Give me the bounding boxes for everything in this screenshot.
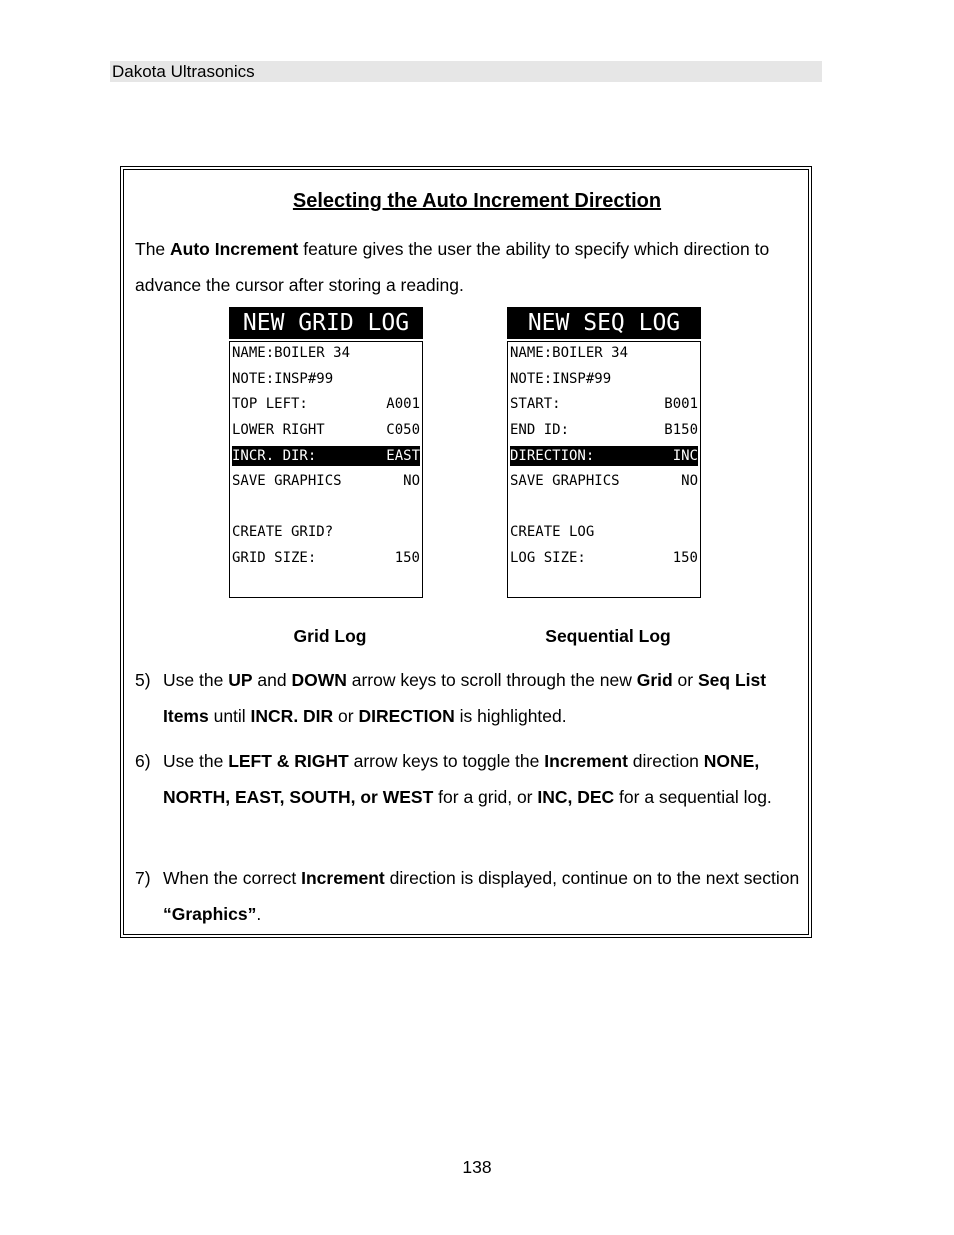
row-value: B150 [664, 422, 698, 438]
row-label: GRID SIZE: [232, 550, 317, 566]
screen-row [232, 369, 420, 389]
screen-body [229, 341, 423, 598]
row-value: 150 [672, 550, 698, 566]
screen-row [510, 369, 698, 389]
row-value: C050 [386, 422, 420, 438]
intro-text: feature gives the user the ability to specify which direction to advance the cursor after storing a reading. [135, 239, 770, 295]
row-label: SAVE GRAPHICS [232, 473, 342, 489]
row-label: CREATE GRID? [232, 524, 334, 540]
seq-log-caption: Sequential Log [545, 626, 671, 646]
step-text: When the correct Increment direction is displayed, continue on to the next section “Graphics”. [163, 868, 800, 924]
page-number: 138 [462, 1157, 492, 1177]
row-label: TOP LEFT: [232, 396, 308, 412]
row-label: NOTE:INSP#99 [510, 371, 612, 387]
row-value: NO [681, 473, 698, 489]
row-label: SAVE GRAPHICS [510, 473, 620, 489]
header-text: Dakota Ultrasonics [112, 62, 255, 81]
row-label: CREATE LOG [510, 524, 595, 540]
row-value: A001 [386, 396, 420, 412]
screen-row [510, 394, 698, 414]
running-header [110, 61, 822, 82]
intro-paragraph [135, 231, 805, 303]
step-7 [135, 860, 805, 932]
grid-log-screen [229, 307, 423, 598]
step-6 [135, 743, 805, 815]
screen-row [232, 394, 420, 414]
screen-row [510, 343, 698, 363]
screen-row [232, 471, 420, 491]
row-value: NO [403, 473, 420, 489]
screen-title: NEW SEQ LOG [507, 307, 701, 339]
screen-row [510, 548, 698, 568]
seq-log-screen [507, 307, 701, 598]
step-text: Use the UP and DOWN arrow keys to scroll through the new Grid or Seq List Items until INCR. DIR or DIRECTION is highlighted. [163, 670, 767, 726]
section-title: Selecting the Auto Increment Direction [292, 190, 662, 212]
row-label: INCR. DIR: [232, 448, 317, 464]
row-label: START: [510, 396, 561, 412]
step-number: 5) [135, 670, 151, 690]
screen-row [510, 522, 698, 542]
row-value: B001 [664, 396, 698, 412]
row-label: END ID: [510, 422, 570, 438]
step-number: 6) [135, 751, 151, 771]
screen-row-highlighted [510, 446, 698, 466]
row-label: NOTE:INSP#99 [232, 371, 334, 387]
step-5 [135, 662, 805, 734]
row-label: LOG SIZE: [510, 550, 586, 566]
row-value: INC [672, 448, 698, 464]
row-label: NAME:BOILER 34 [510, 345, 629, 361]
screen-body [507, 341, 701, 598]
screen-row [232, 420, 420, 440]
row-value: EAST [386, 448, 420, 464]
row-label: LOWER RIGHT [232, 422, 325, 438]
intro-text: The [135, 239, 171, 259]
screen-title: NEW GRID LOG [229, 307, 423, 339]
screen-row [510, 471, 698, 491]
screen-row [232, 522, 420, 542]
screen-row-highlighted [232, 446, 420, 466]
step-text: Use the LEFT & RIGHT arrow keys to toggle the Increment direction NONE, NORTH, EAST, SOUTH, or WEST for a grid, or INC, DEC for a sequential log. [163, 751, 772, 807]
screen-row [232, 548, 420, 568]
step-number: 7) [135, 868, 151, 888]
screen-row [510, 420, 698, 440]
row-label: DIRECTION: [510, 448, 595, 464]
intro-bold: Auto Increment [170, 239, 299, 259]
row-label: NAME:BOILER 34 [232, 345, 351, 361]
grid-log-caption: Grid Log [293, 626, 367, 646]
row-value: 150 [394, 550, 420, 566]
screen-row [232, 343, 420, 363]
